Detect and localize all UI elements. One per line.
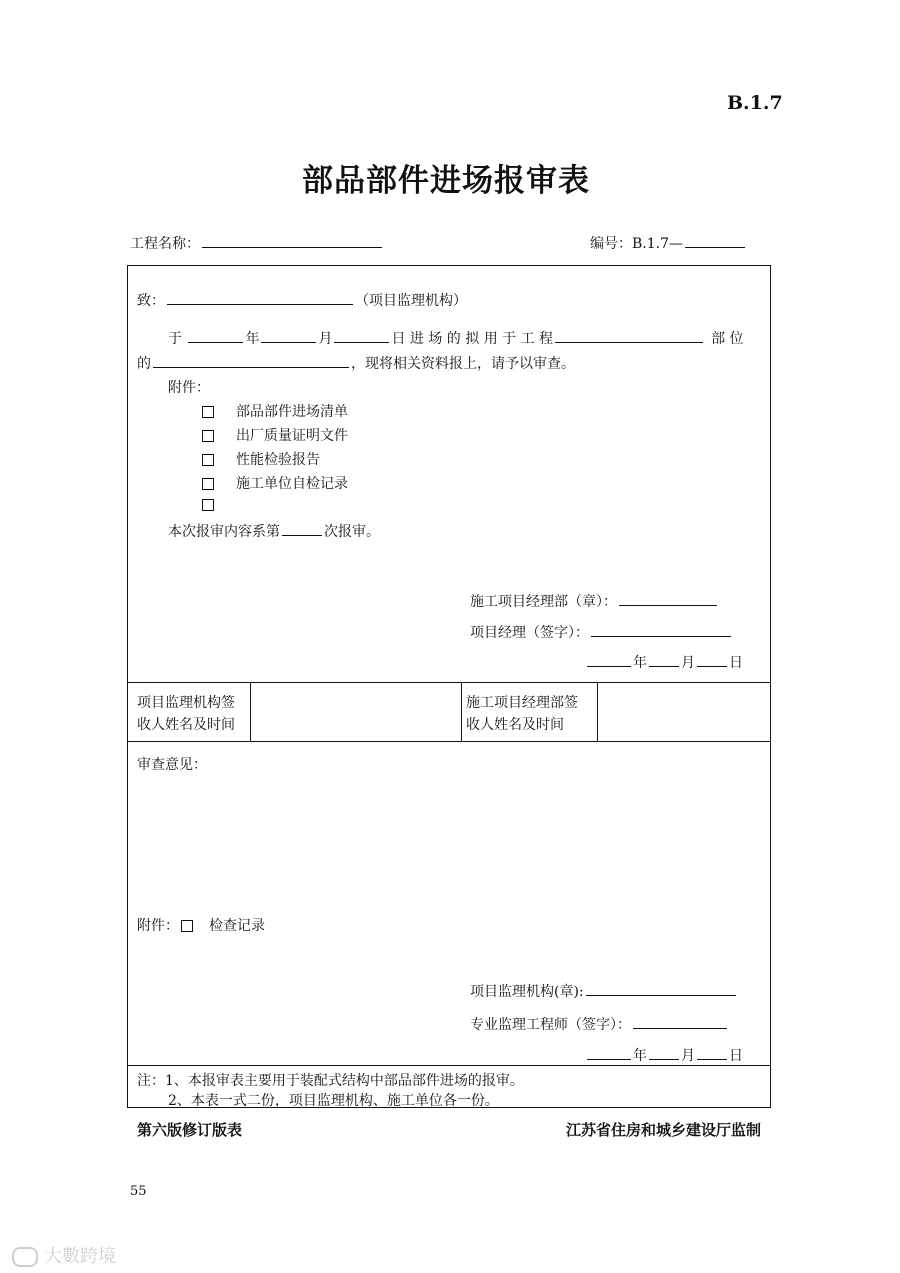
form-code: B.1.7: [727, 92, 783, 114]
date-year: 年: [633, 655, 647, 671]
attachments-label: 附件：: [168, 380, 210, 396]
label-line: 项目监理机构签: [137, 695, 235, 711]
text-year: 年: [245, 331, 260, 347]
text-de: 的: [137, 356, 151, 372]
watermark: [12, 1242, 116, 1268]
checkbox[interactable]: [202, 430, 214, 442]
pm-signature-label: 项目经理（签字）：: [470, 625, 589, 641]
attachment-item[interactable]: [202, 473, 348, 493]
entry-sentence-line2: [137, 353, 575, 373]
text-request: ，现将相关资料报上，请予以审查。: [351, 356, 575, 372]
date-day: 日: [729, 1048, 743, 1064]
checkbox[interactable]: [181, 920, 193, 932]
page-title: 部品部件进场报审表: [302, 163, 590, 199]
watermark-text: 大數跨境: [44, 1246, 116, 1267]
note-line-2: 2、本表一式二份，项目监理机构、施工单位各一份。: [168, 1093, 499, 1109]
edition-note: 第六版修订版表: [137, 1121, 243, 1139]
divider: [461, 682, 462, 741]
divider: [597, 682, 598, 741]
review-attach-item: 检查记录: [209, 918, 265, 934]
label-line: 施工项目经理部签: [466, 695, 578, 711]
form-number-field: [590, 233, 747, 253]
review-attach-label: 附件：: [137, 918, 179, 934]
attachment-label: 出厂质量证明文件: [236, 428, 348, 444]
round-suffix: 次报审。: [324, 524, 380, 540]
form-number-label: 编号：B.1.7—: [590, 236, 684, 252]
engineer-signature-line: [470, 1014, 729, 1034]
attachment-label: 部品部件进场清单: [236, 404, 348, 420]
watermark-logo-icon: [12, 1247, 38, 1267]
attachment-item[interactable]: [202, 449, 320, 469]
entry-sentence-line1: [168, 328, 744, 348]
submission-round-line: [168, 521, 380, 541]
issuer-note: 江苏省住房和城乡建设厅监制: [566, 1121, 762, 1139]
project-name-field: [130, 233, 384, 253]
contractor-seal-line: [470, 591, 719, 611]
contractor-receipt-label: [466, 692, 578, 736]
checkbox[interactable]: [202, 478, 214, 490]
date-month: 月: [681, 1048, 695, 1064]
review-opinion-label: 审查意见：: [137, 757, 207, 773]
divider: [127, 1065, 771, 1066]
attachment-label: 施工单位自检记录: [236, 476, 348, 492]
checkbox[interactable]: [202, 454, 214, 466]
section1-date: [585, 652, 743, 672]
text-month: 月: [318, 331, 333, 347]
text-yu: 于: [168, 331, 182, 347]
attachment-label: 性能检验报告: [236, 452, 320, 468]
pm-signature-line: [470, 622, 733, 642]
attachment-item[interactable]: [202, 497, 236, 513]
date-month: 月: [681, 655, 695, 671]
supervisor-seal-label: 项目监理机构(章):: [470, 984, 584, 1000]
divider: [127, 741, 771, 742]
label-line: 收人姓名及时间: [137, 717, 235, 733]
attachment-item[interactable]: [202, 401, 348, 421]
round-prefix: 本次报审内容系第: [168, 524, 280, 540]
checkbox[interactable]: [202, 406, 214, 418]
section2-date: [585, 1045, 743, 1065]
attachment-item[interactable]: [202, 425, 348, 445]
project-name-label: 工程名称：: [130, 236, 200, 252]
divider: [127, 682, 771, 683]
text-location: 部 位: [711, 331, 744, 347]
supervisor-seal-line: [470, 981, 738, 1001]
engineer-signature-label: 专业监理工程师（签字）：: [470, 1017, 631, 1033]
checkbox[interactable]: [202, 499, 214, 511]
date-day: 日: [729, 655, 743, 671]
to-suffix: （项目监理机构）: [355, 293, 467, 309]
review-attachment[interactable]: [137, 915, 265, 935]
page-number: 55: [130, 1184, 147, 1199]
note-line-1: 注：1、本报审表主要用于装配式结构中部品部件进场的报审。: [137, 1073, 524, 1089]
to-label: 致：: [137, 293, 165, 309]
addressee-line: [137, 290, 467, 310]
supervisor-receipt-label: [137, 692, 235, 736]
date-year: 年: [633, 1048, 647, 1064]
label-line: 收人姓名及时间: [466, 717, 564, 733]
contractor-seal-label: 施工项目经理部（章）：: [470, 594, 617, 610]
divider: [250, 682, 251, 741]
text-day-entry: 日 进 场 的 拟 用 于 工 程: [391, 331, 554, 347]
